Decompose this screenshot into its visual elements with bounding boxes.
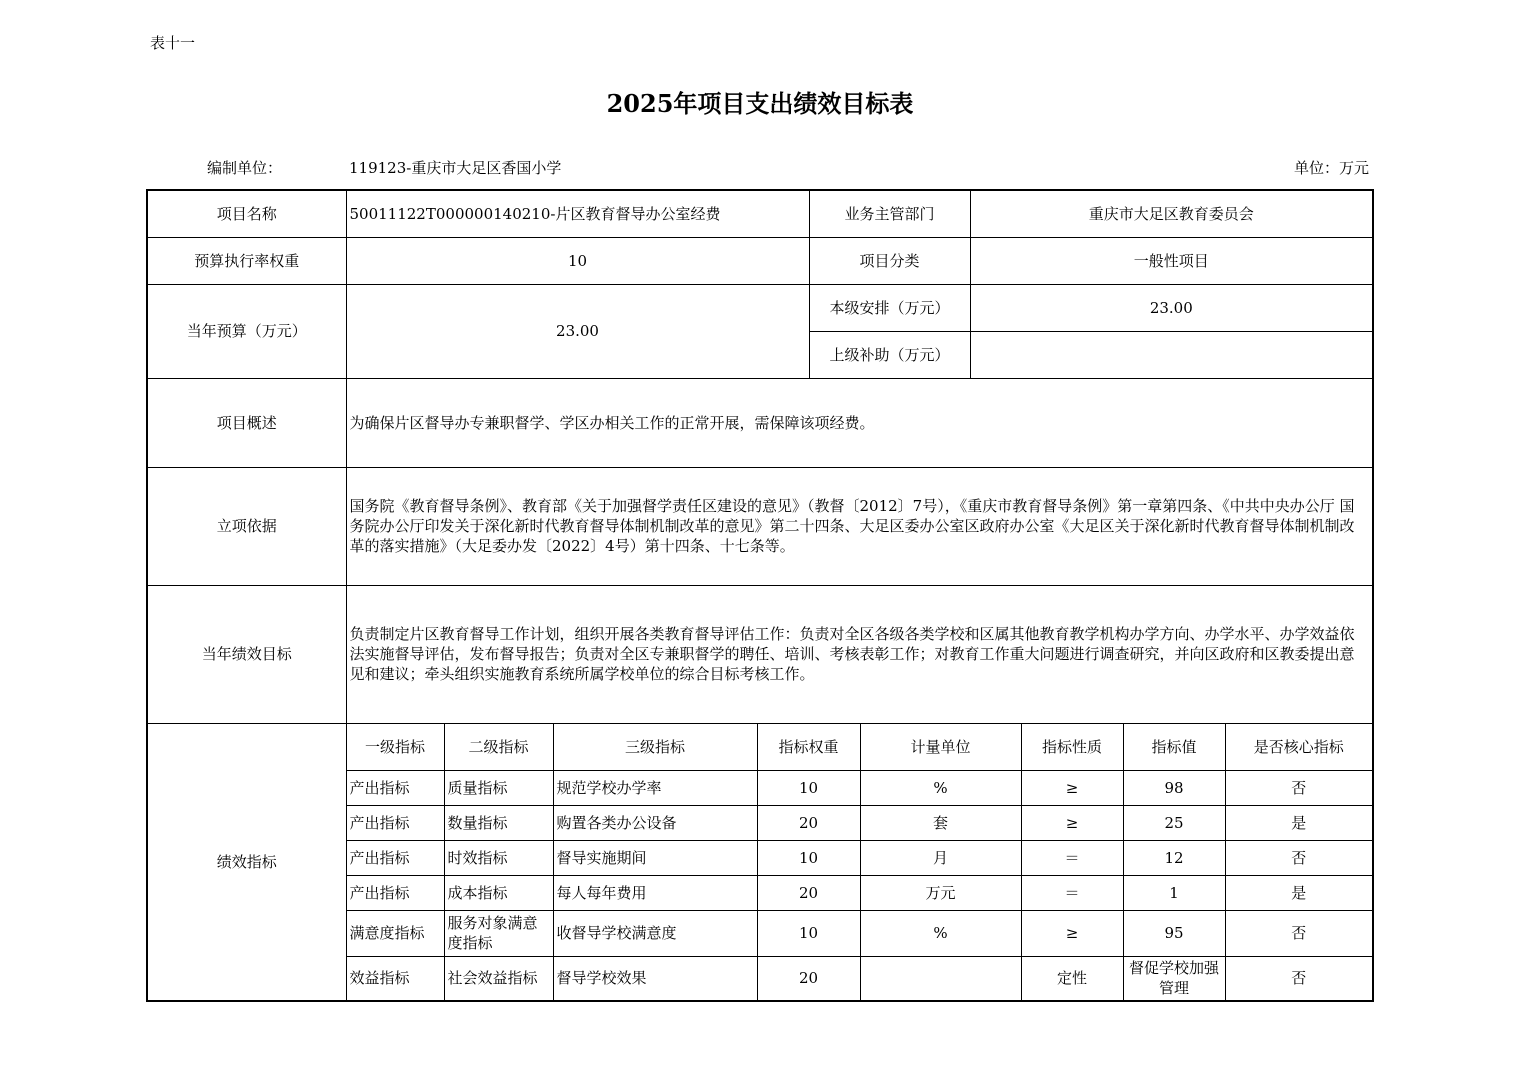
weight-cell: 20 — [757, 805, 860, 840]
unit-cell — [860, 956, 1021, 1001]
level2-cell: 成本指标 — [444, 875, 553, 910]
basis-label: 立项依据 — [147, 467, 346, 585]
unit-cell: 套 — [860, 805, 1021, 840]
level2-cell: 服务对象满意度指标 — [444, 910, 553, 956]
dept-label: 业务主管部门 — [809, 190, 970, 237]
level2-cell: 时效指标 — [444, 840, 553, 875]
value-cell: 1 — [1123, 875, 1225, 910]
header-core: 是否核心指标 — [1225, 723, 1373, 770]
level2-cell: 社会效益指标 — [444, 956, 553, 1001]
unit-cell: % — [860, 770, 1021, 805]
weight-cell: 10 — [757, 770, 860, 805]
row-overview — [147, 378, 1373, 467]
level3-cell: 购置各类办公设备 — [553, 805, 757, 840]
value-cell: 督促学校加强管理 — [1123, 956, 1225, 1001]
header-level3: 三级指标 — [553, 723, 757, 770]
nature-cell: ≥ — [1021, 770, 1123, 805]
performance-table — [146, 189, 1374, 1002]
overview-label: 项目概述 — [147, 378, 346, 467]
dept-value: 重庆市大足区教育委员会 — [970, 190, 1373, 237]
level2-cell: 数量指标 — [444, 805, 553, 840]
nature-cell: ＝ — [1021, 875, 1123, 910]
header-unit: 计量单位 — [860, 723, 1021, 770]
nature-cell: ≥ — [1021, 805, 1123, 840]
row-project-name — [147, 190, 1373, 237]
header-level2: 二级指标 — [444, 723, 553, 770]
value-cell: 25 — [1123, 805, 1225, 840]
nature-cell: ＝ — [1021, 840, 1123, 875]
subsidy-label: 上级补助（万元） — [809, 331, 970, 378]
category-label: 项目分类 — [809, 237, 970, 284]
weight-cell: 10 — [757, 910, 860, 956]
value-cell: 98 — [1123, 770, 1225, 805]
unit-cell: 月 — [860, 840, 1021, 875]
level3-cell: 收督导学校满意度 — [553, 910, 757, 956]
goal-label: 当年绩效目标 — [147, 585, 346, 723]
category-value: 一般性项目 — [970, 237, 1373, 284]
header-value: 指标值 — [1123, 723, 1225, 770]
row-basis — [147, 467, 1373, 585]
goal-value: 负责制定片区教育督导工作计划，组织开展各类教育督导评估工作：负责对全区各级各类学校和区属其他教育教学机构办学方向、办学水平、办学效益依法实施督导评估，发布督导报告；负责对全区专兼职督学的聘任、培训、考核表彰工作；对教育工作重大问题进行调查研究，并向区政府和区教委提出意见和建议；牵头组织实施教育系统所属学校单位的综合目标考核工作。 — [346, 585, 1373, 723]
header-weight: 指标权重 — [757, 723, 860, 770]
core-cell: 否 — [1225, 956, 1373, 1001]
header-nature: 指标性质 — [1021, 723, 1123, 770]
weight-label: 预算执行率权重 — [147, 237, 346, 284]
core-cell: 否 — [1225, 770, 1373, 805]
overview-value: 为确保片区督导办专兼职督学、学区办相关工作的正常开展，需保障该项经费。 — [346, 378, 1373, 467]
local-value: 23.00 — [970, 284, 1373, 331]
level1-cell: 产出指标 — [346, 805, 444, 840]
core-cell: 否 — [1225, 840, 1373, 875]
level3-cell: 督导实施期间 — [553, 840, 757, 875]
sheet-label: 表十一 — [150, 34, 196, 52]
org-label: 编制单位： — [207, 159, 283, 177]
level2-cell: 质量指标 — [444, 770, 553, 805]
unit-label: 单位：万元 — [1293, 159, 1369, 177]
unit-cell: % — [860, 910, 1021, 956]
core-cell: 否 — [1225, 910, 1373, 956]
unit-cell: 万元 — [860, 875, 1021, 910]
core-cell: 是 — [1225, 875, 1373, 910]
page-title: 2025年项目支出绩效目标表 — [606, 89, 914, 118]
nature-cell: ≥ — [1021, 910, 1123, 956]
local-label: 本级安排（万元） — [809, 284, 970, 331]
level3-cell: 规范学校办学率 — [553, 770, 757, 805]
budget-value: 23.00 — [346, 284, 809, 378]
subsidy-value — [970, 331, 1373, 378]
basis-value: 国务院《教育督导条例》、教育部《关于加强督学责任区建设的意见》（教督〔2012〕7号），《重庆市教育督导条例》第一章第四条、《中共中央办公厅 国务院办公厅印发关于深化新时代教育督导体制机制改革的意见》第二十四条、大足区委办公室区政府办公室《大足区关于深化新时代教育督导体制机制改革的落实措施》（大足委办发〔2022〕4号）第十四条、十七条等。 — [346, 467, 1373, 585]
indicators-label: 绩效指标 — [147, 723, 346, 1001]
weight-cell: 10 — [757, 840, 860, 875]
core-cell: 是 — [1225, 805, 1373, 840]
header-level1: 一级指标 — [346, 723, 444, 770]
weight-cell: 20 — [757, 875, 860, 910]
value-cell: 12 — [1123, 840, 1225, 875]
project-name-value: 50011122T000000140210-片区教育督导办公室经费 — [346, 190, 809, 237]
level1-cell: 产出指标 — [346, 840, 444, 875]
level1-cell: 效益指标 — [346, 956, 444, 1001]
row-goal — [147, 585, 1373, 723]
level1-cell: 满意度指标 — [346, 910, 444, 956]
nature-cell: 定性 — [1021, 956, 1123, 1001]
project-name-label: 项目名称 — [147, 190, 346, 237]
weight-value: 10 — [346, 237, 809, 284]
org-value: 119123-重庆市大足区香国小学 — [349, 159, 562, 177]
weight-cell: 20 — [757, 956, 860, 1001]
indicator-header-row — [147, 723, 1373, 770]
level1-cell: 产出指标 — [346, 770, 444, 805]
budget-label: 当年预算（万元） — [147, 284, 346, 378]
value-cell: 95 — [1123, 910, 1225, 956]
level3-cell: 每人每年费用 — [553, 875, 757, 910]
level3-cell: 督导学校效果 — [553, 956, 757, 1001]
row-budget — [147, 284, 1373, 331]
row-weight — [147, 237, 1373, 284]
level1-cell: 产出指标 — [346, 875, 444, 910]
